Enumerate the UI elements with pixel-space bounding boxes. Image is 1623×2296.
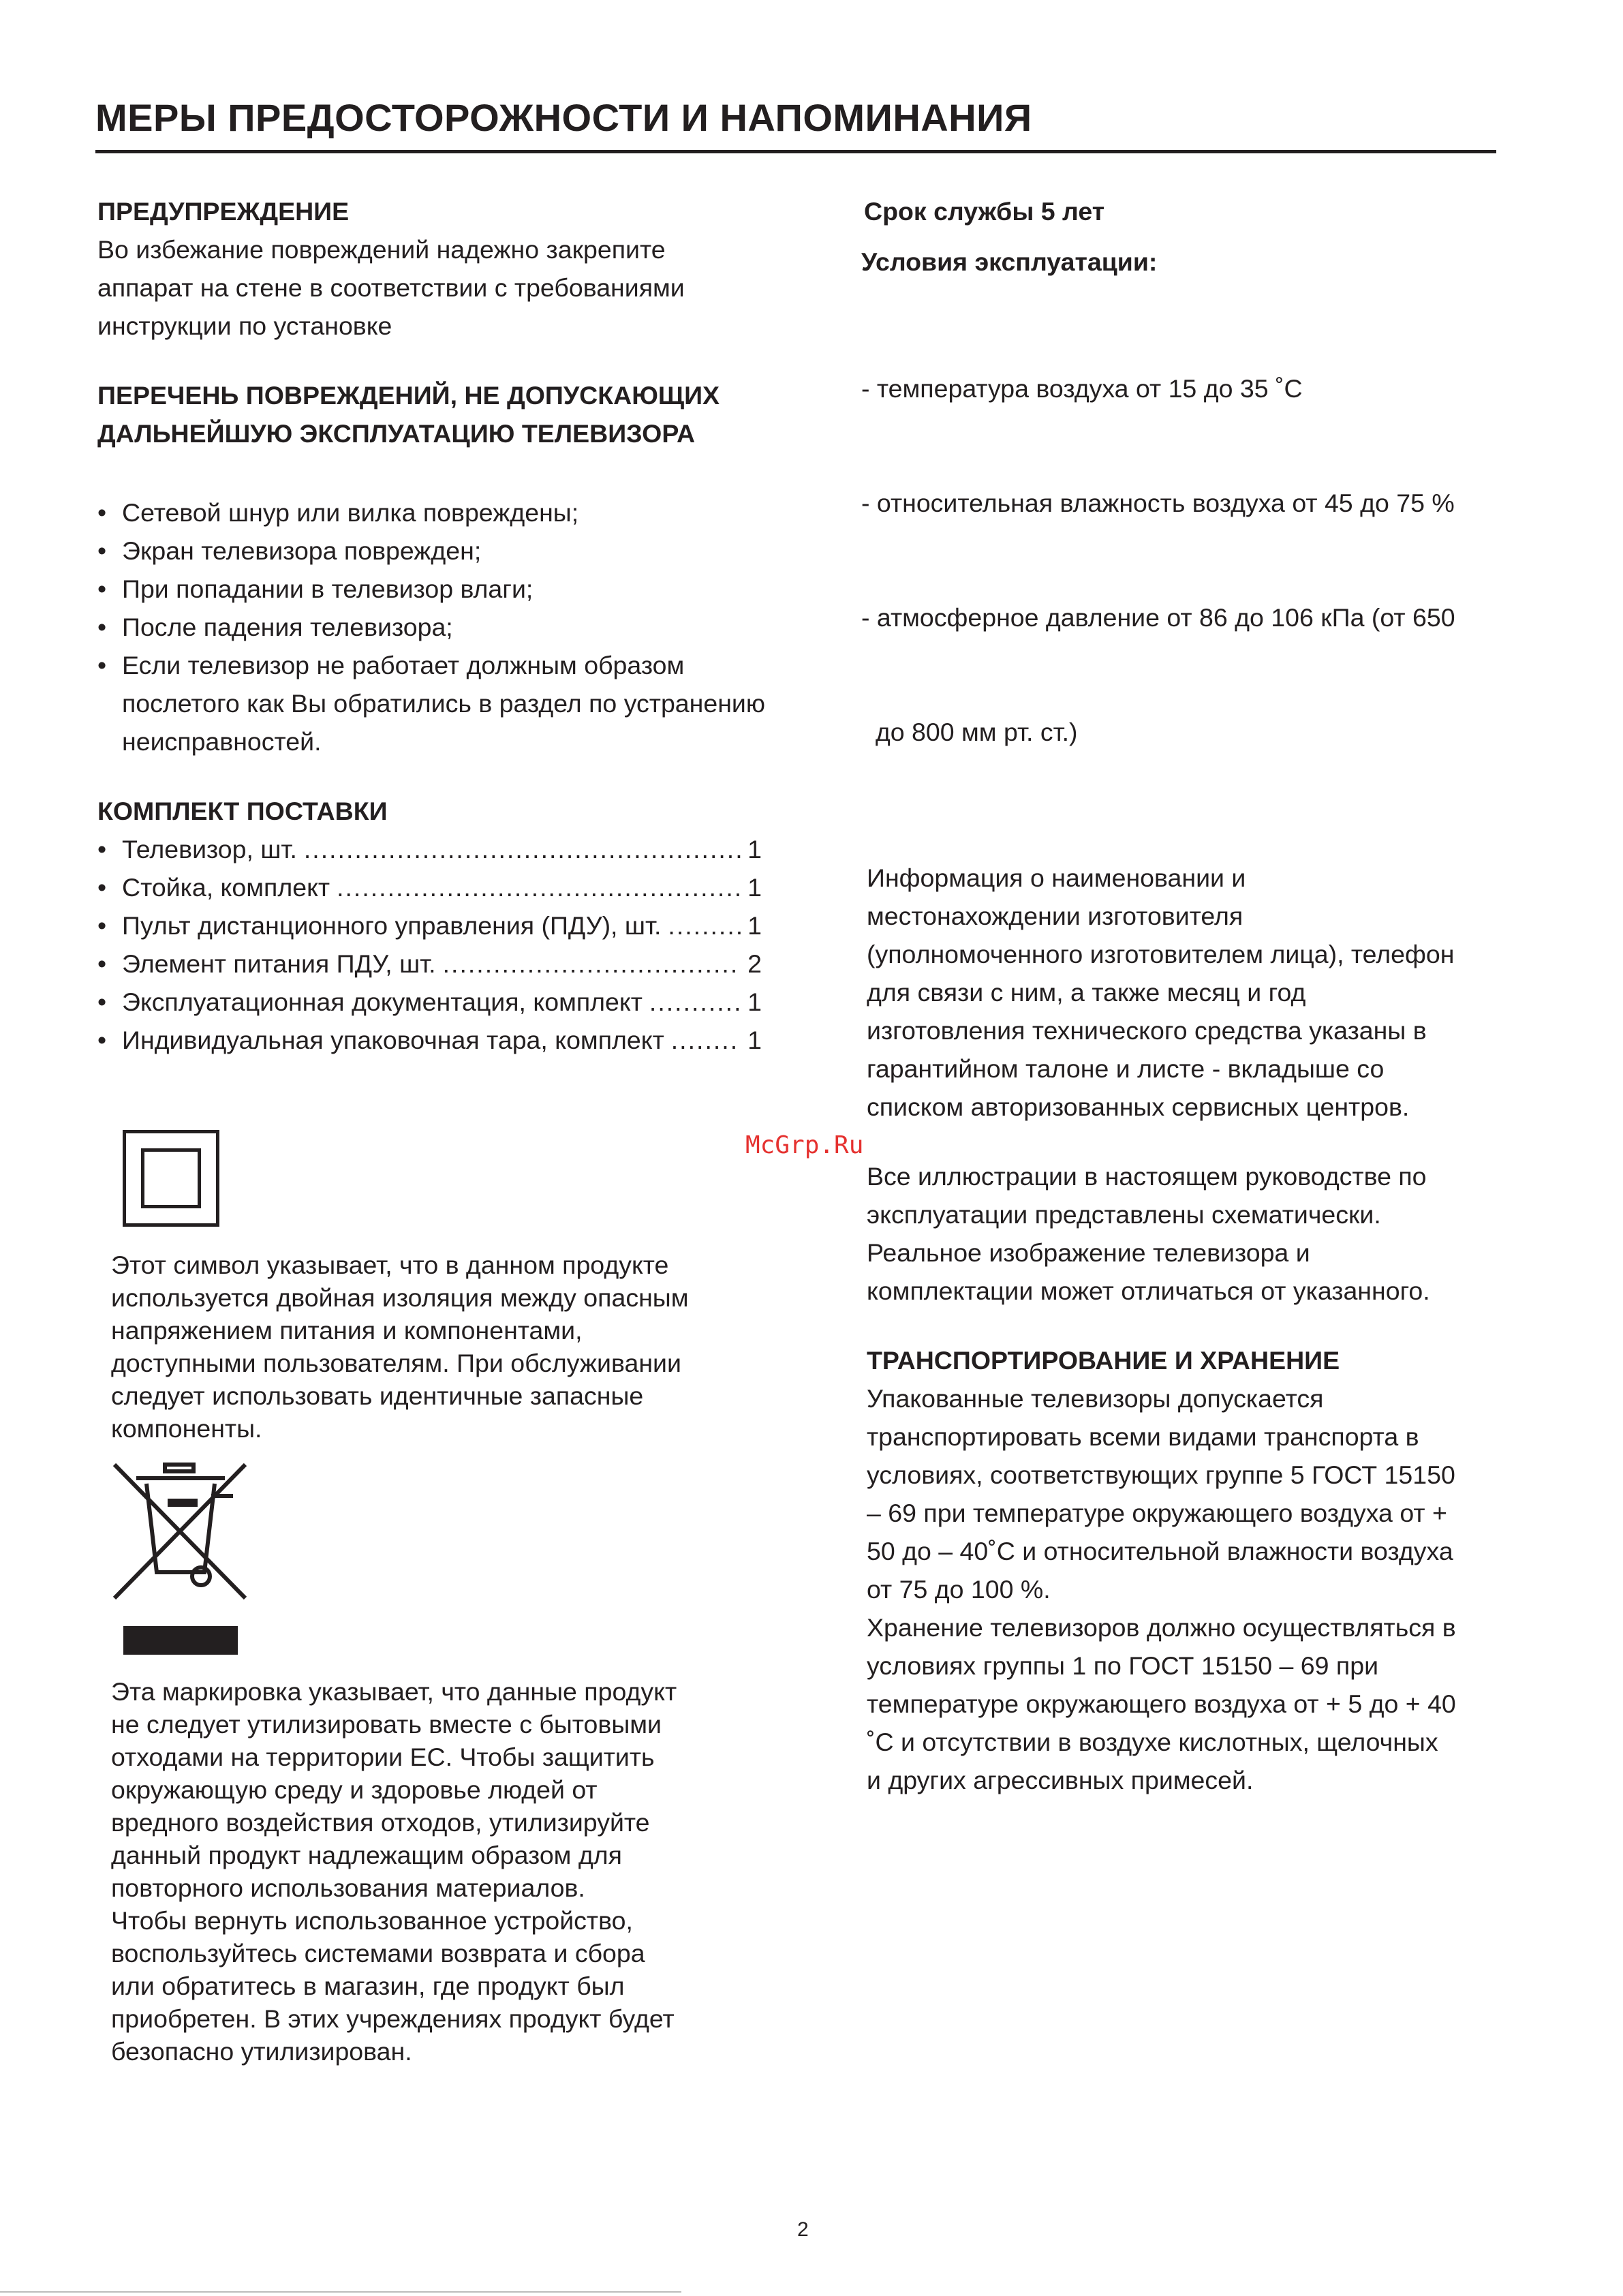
page-title: МЕРЫ ПРЕДОСТОРОЖНОСТИ И НАПОМИНАНИЯ	[95, 96, 1032, 139]
kit-item-qty: 1	[747, 873, 762, 902]
kit-item	[97, 945, 762, 983]
kit-item-qty: 1	[747, 988, 762, 1016]
transport-heading: ТРАНСПОРТИРОВАНИЕ И ХРАНЕНИЕ	[867, 1346, 1340, 1375]
kit-item-name: • Индивидуальная упаковочная тара, комплект	[122, 1026, 664, 1054]
text-line: следует использовать идентичные запасные	[111, 1381, 644, 1410]
text-line: Этот символ указывает, что в данном продукте	[111, 1251, 669, 1279]
text-line: местонахождении изготовителя	[867, 902, 1243, 930]
text-line: изготовления технического средства указаны в	[867, 1016, 1427, 1045]
service-life: Срок службы 5 лет	[864, 197, 1105, 226]
text-line: Чтобы вернуть использованное устройство,	[111, 1906, 633, 1935]
weee-black-bar	[123, 1626, 238, 1655]
list-item: • После падения телевизора;	[97, 608, 799, 646]
title-divider	[95, 150, 1496, 153]
conditions-list	[861, 293, 1515, 827]
text-line: списком авторизованных сервисных центров.	[867, 1092, 1410, 1121]
list-item: • При попадании в телевизор влаги;	[97, 570, 799, 608]
kit-item-qty: 1	[747, 835, 762, 863]
weee-text	[111, 1675, 765, 2068]
text-line: Хранение телевизоров должно осуществляться в	[867, 1613, 1456, 1642]
double-insulation-icon	[123, 1130, 219, 1227]
right-column	[861, 192, 1515, 1799]
kit-item-name: • Телевизор, шт.	[122, 835, 297, 863]
damage-heading: ДАЛЬНЕЙШУЮ ЭКСПЛУАТАЦИЮ ТЕЛЕВИЗОРА	[97, 419, 696, 448]
kit-item	[97, 906, 762, 945]
warning-line: аппарат на стене в соответствии с требованиями	[97, 273, 685, 302]
kit-item-name: • Стойка, комплект	[122, 873, 330, 902]
text-line: вредного воздействия отходов, утилизируйте	[111, 1808, 650, 1837]
condition-item: до 800 мм рт. ст.)	[861, 718, 1078, 746]
conditions-heading: Условия эксплуатации:	[861, 247, 1158, 276]
text-line: температуре окружающего воздуха от + 5 до + 40	[867, 1689, 1456, 1718]
condition-item: - температура воздуха от 15 до 35 ˚С	[861, 374, 1303, 403]
kit-item-qty: 2	[747, 949, 762, 978]
kit-item	[97, 830, 762, 868]
weee-crossed-bin-icon	[109, 1455, 252, 1605]
kit-item-name: • Элемент питания ПДУ, шт.	[122, 949, 436, 978]
text-line: используется двойная изоляция между опасным	[111, 1283, 689, 1312]
left-column	[97, 192, 799, 1059]
text-line: Упакованные телевизоры допускается	[867, 1384, 1324, 1413]
text-line: окружающую среду и здоровье людей от	[111, 1775, 598, 1804]
damage-section	[97, 376, 799, 761]
text-line: Эта маркировка указывает, что данные продукт	[111, 1677, 677, 1706]
footer-divider	[0, 2291, 681, 2293]
text-line: Информация о наименовании и	[867, 863, 1246, 892]
kit-item	[97, 1021, 762, 1059]
text-line: компоненты.	[111, 1414, 262, 1443]
kit-item-name: • Пульт дистанционного управления (ПДУ), шт.	[122, 911, 662, 940]
kit-item-name: • Эксплуатационная документация, комплект	[122, 988, 643, 1016]
text-line: условиях, соответствующих группе 5 ГОСТ 15150	[867, 1460, 1455, 1489]
illustrations-note	[867, 1157, 1515, 1310]
warning-line: Во избежание повреждений надежно закрепите	[97, 235, 666, 264]
text-line: данный продукт надлежащим образом для	[111, 1841, 622, 1869]
text-line: эксплуатации представлены схематически.	[867, 1200, 1381, 1229]
text-line: доступными пользователям. При обслуживании	[111, 1349, 681, 1377]
kit-item-qty: 1	[747, 1026, 762, 1054]
text-line: не следует утилизировать вместе с бытовыми	[111, 1710, 662, 1739]
kit-heading: КОМПЛЕКТ ПОСТАВКИ	[97, 797, 388, 825]
text-line: (уполномоченного изготовителем лица), телефон	[867, 940, 1455, 968]
text-line: условиях группы 1 по ГОСТ 15150 – 69 при	[867, 1651, 1379, 1680]
warning-line: инструкции по установке	[97, 311, 392, 340]
text-line: ˚С и отсутствии в воздухе кислотных, щелочных	[867, 1728, 1438, 1756]
text-line: транспортировать всеми видами транспорта в	[867, 1422, 1419, 1451]
page-number: 2	[797, 2218, 809, 2241]
text-line: отходами на территории ЕС. Чтобы защитить	[111, 1743, 655, 1771]
kit-list	[97, 830, 762, 1059]
kit-item	[97, 868, 762, 906]
warning-heading: ПРЕДУПРЕЖДЕНИЕ	[97, 197, 350, 226]
transport-section	[867, 1341, 1515, 1799]
text-line: от 75 до 100 %.	[867, 1575, 1051, 1604]
watermark: McGrp.Ru	[745, 1131, 864, 1159]
text-line: воспользуйтесь системами возврата и сбора	[111, 1939, 645, 1968]
text-line: Все иллюстрации в настоящем руководстве по	[867, 1162, 1427, 1191]
text-line: комплектации может отличаться от указанного.	[867, 1276, 1430, 1305]
condition-item: - относительная влажность воздуха от 45 до 75 %	[861, 489, 1455, 517]
kit-item	[97, 983, 762, 1021]
text-line: безопасно утилизирован.	[111, 2037, 412, 2066]
text-line: – 69 при температуре окружающего воздуха от +	[867, 1499, 1447, 1527]
kit-section	[97, 792, 799, 1059]
text-line: приобретен. В этих учреждениях продукт будет	[111, 2004, 675, 2033]
text-line: для связи с ним, а также месяц и год	[867, 978, 1306, 1007]
text-line: 50 до – 40˚С и относительной влажности воздуха	[867, 1537, 1453, 1565]
condition-item: - атмосферное давление от 86 до 106 кПа (от 650	[861, 603, 1455, 632]
list-item: • Сетевой шнур или вилка повреждены;	[97, 493, 799, 532]
kit-item-qty: 1	[747, 911, 762, 940]
list-item: • Экран телевизора поврежден;	[97, 532, 799, 570]
damage-list	[97, 493, 799, 761]
double-insulation-text	[111, 1249, 765, 1445]
text-line: Реальное изображение телевизора и	[867, 1238, 1310, 1267]
warning-section	[97, 192, 799, 345]
manufacturer-info	[867, 859, 1515, 1126]
text-line: и других агрессивных примесей.	[867, 1766, 1254, 1794]
list-item: • Если телевизор не работает должным образом послетого как Вы обратились в раздел по устранению неисправностей.	[97, 646, 776, 761]
text-line: повторного использования материалов.	[111, 1873, 585, 1902]
text-line: напряжением питания и компонентами,	[111, 1316, 583, 1345]
text-line: гарантийном талоне и листе - вкладыше со	[867, 1054, 1385, 1083]
text-line: или обратитесь в магазин, где продукт был	[111, 1972, 625, 2000]
damage-heading: ПЕРЕЧЕНЬ ПОВРЕЖДЕНИЙ, НЕ ДОПУСКАЮЩИХ	[97, 381, 720, 410]
